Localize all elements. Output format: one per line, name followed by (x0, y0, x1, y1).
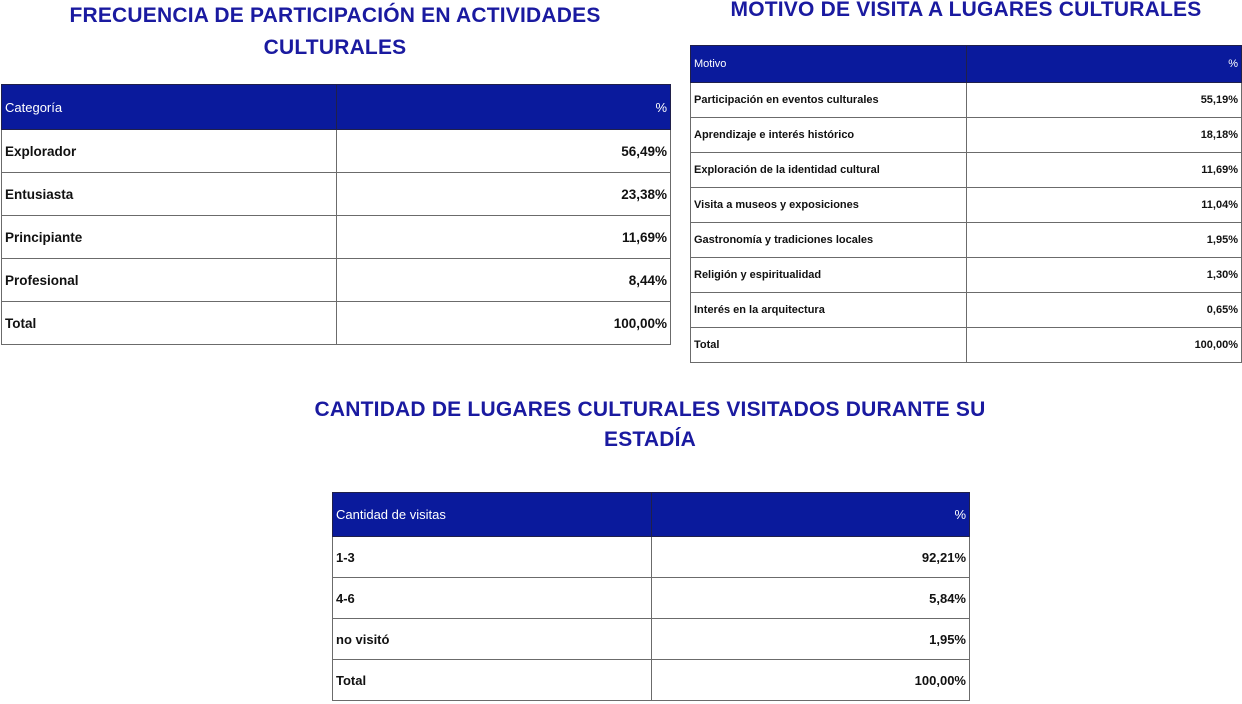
row-label: 4-6 (333, 578, 652, 619)
table-header-row (333, 493, 970, 537)
row-value: 56,49% (337, 130, 671, 173)
table-row (2, 173, 671, 216)
row-value: 55,19% (967, 83, 1242, 118)
table-header-row (2, 85, 671, 130)
row-value: 1,95% (652, 619, 970, 660)
row-value: 11,69% (337, 216, 671, 259)
row-value: 11,04% (967, 188, 1242, 223)
row-value: 1,30% (967, 258, 1242, 293)
row-label: Aprendizaje e interés histórico (691, 118, 967, 153)
cantidad-title: CANTIDAD DE LUGARES CULTURALES VISITADOS DURANTE SU ESTADÍA (314, 398, 986, 451)
table-row (2, 216, 671, 259)
frecuencia-title: FRECUENCIA DE PARTICIPACIÓN EN ACTIVIDADES CULTURALES (69, 4, 601, 59)
total-row (2, 302, 671, 345)
row-label: Exploración de la identidad cultural (691, 153, 967, 188)
table-row (691, 83, 1242, 118)
row-value: 23,38% (337, 173, 671, 216)
table-row (691, 223, 1242, 258)
row-label: Visita a museos y exposiciones (691, 188, 967, 223)
total-value: 100,00% (337, 302, 671, 345)
total-row (333, 660, 970, 701)
column-header-categoria: Categoría (2, 85, 337, 130)
row-label: 1-3 (333, 537, 652, 578)
table-row (333, 537, 970, 578)
motivo-table (690, 45, 1242, 363)
row-label: Principiante (2, 216, 337, 259)
table-row (333, 578, 970, 619)
row-label: Interés en la arquitectura (691, 293, 967, 328)
column-header-cantidad: Cantidad de visitas (333, 493, 652, 537)
total-label: Total (2, 302, 337, 345)
row-value: 1,95% (967, 223, 1242, 258)
row-value: 11,69% (967, 153, 1242, 188)
column-header-motivo: Motivo (691, 46, 967, 83)
column-header-percent: % (652, 493, 970, 537)
table-row (2, 130, 671, 173)
row-label: Participación en eventos culturales (691, 83, 967, 118)
total-label: Total (333, 660, 652, 701)
row-label: no visitó (333, 619, 652, 660)
table-row (333, 619, 970, 660)
total-label: Total (691, 328, 967, 363)
row-label: Entusiasta (2, 173, 337, 216)
row-label: Religión y espiritualidad (691, 258, 967, 293)
table-row (691, 153, 1242, 188)
row-label: Gastronomía y tradiciones locales (691, 223, 967, 258)
motivo-title: MOTIVO DE VISITA A LUGARES CULTURALES (730, 0, 1202, 21)
row-value: 0,65% (967, 293, 1242, 328)
row-label: Profesional (2, 259, 337, 302)
row-value: 92,21% (652, 537, 970, 578)
cantidad-table (332, 492, 970, 701)
table-row (691, 188, 1242, 223)
row-value: 8,44% (337, 259, 671, 302)
total-row (691, 328, 1242, 363)
table-row (691, 258, 1242, 293)
total-value: 100,00% (652, 660, 970, 701)
table-header-row (691, 46, 1242, 83)
table-row (691, 118, 1242, 153)
column-header-percent: % (967, 46, 1242, 83)
frecuencia-table (1, 84, 671, 345)
row-value: 18,18% (967, 118, 1242, 153)
row-label: Explorador (2, 130, 337, 173)
column-header-percent: % (337, 85, 671, 130)
table-row (2, 259, 671, 302)
table-row (691, 293, 1242, 328)
total-value: 100,00% (967, 328, 1242, 363)
row-value: 5,84% (652, 578, 970, 619)
